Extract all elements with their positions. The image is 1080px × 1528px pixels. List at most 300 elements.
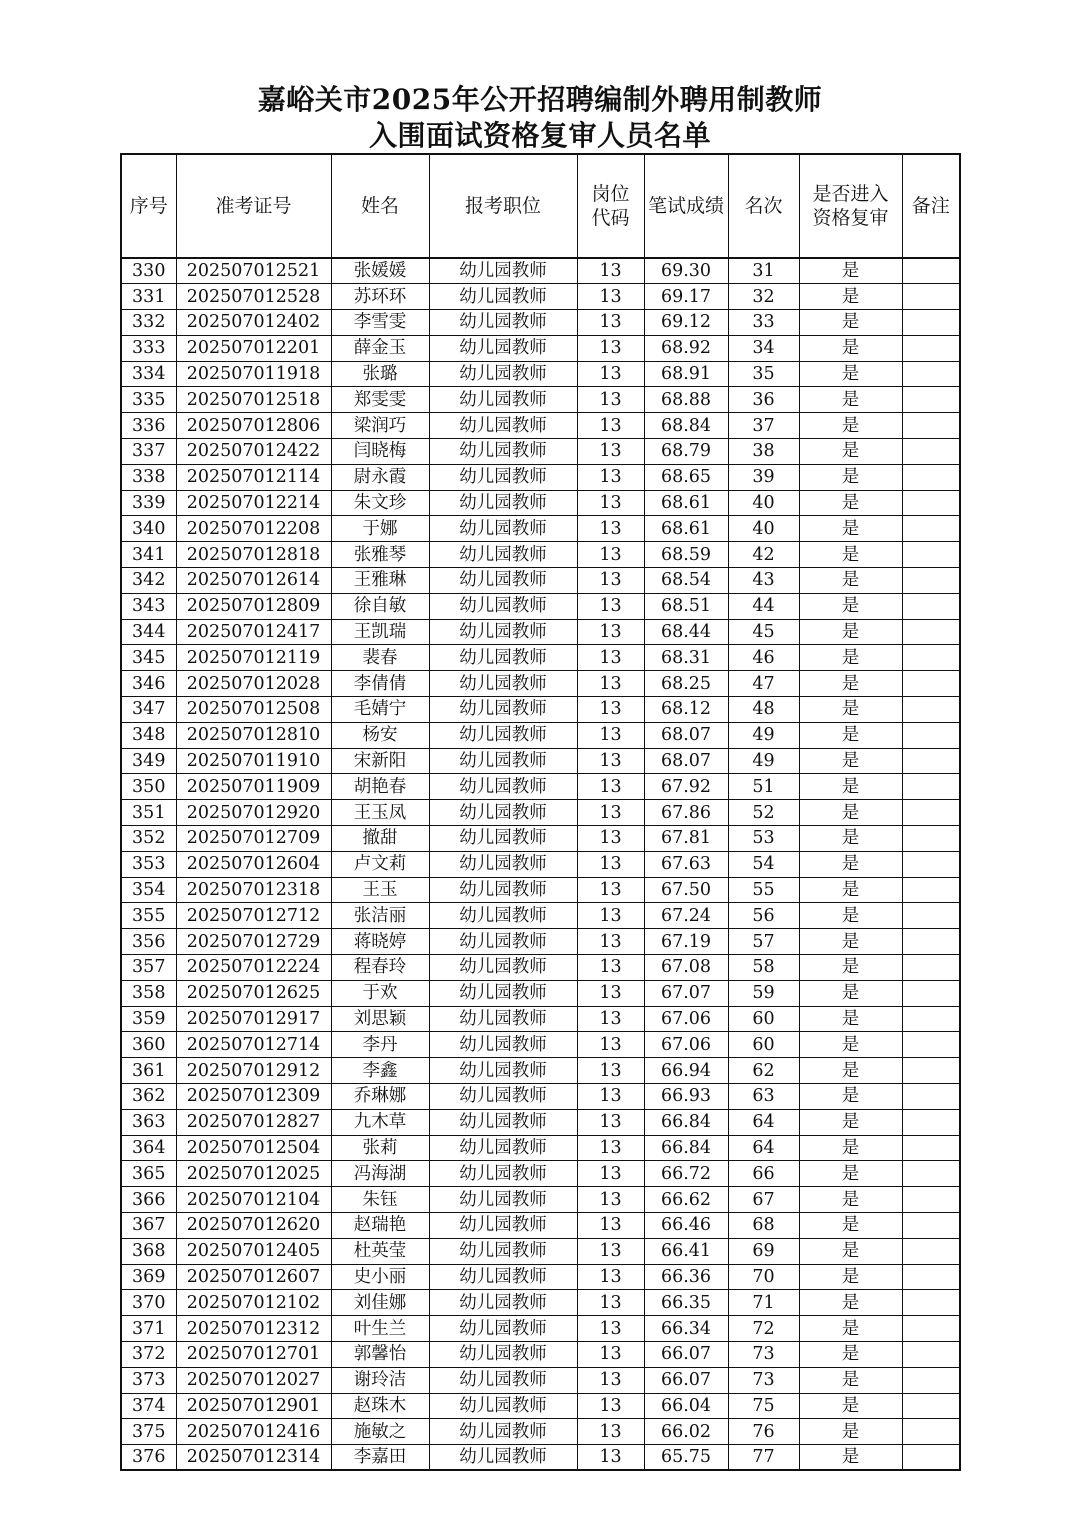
cell-name: 李鑫 [331,1058,429,1084]
cell-exam-id: 202507012028 [176,671,331,697]
cell-position: 幼儿园教师 [429,258,577,284]
column-header-post-code: 岗位代码 [577,154,644,258]
cell-review: 是 [799,1341,902,1367]
cell-rank: 55 [728,877,799,903]
cell-score: 66.36 [644,1264,728,1290]
cell-review: 是 [799,1238,902,1264]
cell-name: 于娜 [331,516,429,542]
cell-post-code: 13 [577,826,644,852]
cell-note [902,1264,960,1290]
cell-note [902,851,960,877]
cell-score: 66.04 [644,1393,728,1419]
cell-seq: 355 [121,903,176,929]
cell-score: 66.02 [644,1419,728,1445]
table-row [121,542,960,568]
cell-seq: 360 [121,1032,176,1058]
table-row [121,1290,960,1316]
cell-name: 赵瑞艳 [331,1212,429,1238]
cell-post-code: 13 [577,335,644,361]
table-row [121,826,960,852]
cell-position: 幼儿园教师 [429,1367,577,1393]
cell-seq: 349 [121,748,176,774]
cell-note [902,955,960,981]
cell-exam-id: 202507012607 [176,1264,331,1290]
cell-rank: 63 [728,1084,799,1110]
cell-position: 幼儿园教师 [429,619,577,645]
cell-post-code: 13 [577,361,644,387]
cell-position: 幼儿园教师 [429,877,577,903]
table-header [121,154,960,258]
cell-review: 是 [799,1290,902,1316]
cell-rank: 73 [728,1367,799,1393]
cell-post-code: 13 [577,929,644,955]
cell-exam-id: 202507012027 [176,1367,331,1393]
cell-position: 幼儿园教师 [429,955,577,981]
cell-name: 冯海湖 [331,1161,429,1187]
cell-score: 68.65 [644,464,728,490]
cell-note [902,1032,960,1058]
cell-position: 幼儿园教师 [429,1238,577,1264]
cell-review: 是 [799,516,902,542]
cell-note [902,361,960,387]
cell-seq: 376 [121,1445,176,1471]
cell-seq: 364 [121,1135,176,1161]
cell-name: 张媛媛 [331,258,429,284]
cell-post-code: 13 [577,1084,644,1110]
cell-note [902,697,960,723]
table-row [121,464,960,490]
roster-table [120,153,961,1471]
cell-review: 是 [799,568,902,594]
cell-name: 蒋晓婷 [331,929,429,955]
cell-seq: 375 [121,1419,176,1445]
cell-exam-id: 202507011918 [176,361,331,387]
cell-exam-id: 202507012508 [176,697,331,723]
cell-note [902,619,960,645]
table-row [121,1058,960,1084]
cell-review: 是 [799,851,902,877]
cell-score: 68.07 [644,722,728,748]
cell-exam-id: 202507012809 [176,593,331,619]
cell-score: 68.31 [644,645,728,671]
cell-name: 李丹 [331,1032,429,1058]
cell-position: 幼儿园教师 [429,774,577,800]
cell-exam-id: 202507012701 [176,1341,331,1367]
cell-name: 杜英莹 [331,1238,429,1264]
cell-name: 王玉 [331,877,429,903]
cell-review: 是 [799,800,902,826]
cell-post-code: 13 [577,619,644,645]
cell-score: 68.92 [644,335,728,361]
cell-exam-id: 202507012712 [176,903,331,929]
cell-note [902,722,960,748]
cell-score: 68.12 [644,697,728,723]
cell-position: 幼儿园教师 [429,335,577,361]
cell-score: 67.06 [644,1032,728,1058]
table-row [121,258,960,284]
cell-post-code: 13 [577,774,644,800]
cell-rank: 77 [728,1445,799,1471]
cell-review: 是 [799,722,902,748]
cell-position: 幼儿园教师 [429,1187,577,1213]
cell-score: 67.07 [644,980,728,1006]
cell-seq: 354 [121,877,176,903]
document-title-line-2: 入围面试资格复审人员名单 [368,119,711,152]
cell-rank: 59 [728,980,799,1006]
cell-note [902,1290,960,1316]
cell-rank: 47 [728,671,799,697]
cell-name: 史小丽 [331,1264,429,1290]
cell-post-code: 13 [577,310,644,336]
cell-exam-id: 202507012422 [176,439,331,465]
column-header-seq: 序号 [121,154,176,258]
cell-rank: 64 [728,1109,799,1135]
cell-review: 是 [799,1264,902,1290]
cell-rank: 43 [728,568,799,594]
cell-review: 是 [799,439,902,465]
cell-exam-id: 202507012818 [176,542,331,568]
table-row [121,284,960,310]
cell-position: 幼儿园教师 [429,800,577,826]
cell-score: 68.44 [644,619,728,645]
cell-review: 是 [799,1032,902,1058]
cell-seq: 345 [121,645,176,671]
cell-review: 是 [799,1393,902,1419]
cell-exam-id: 202507011910 [176,748,331,774]
cell-name: 杨安 [331,722,429,748]
cell-post-code: 13 [577,258,644,284]
table-row [121,619,960,645]
cell-post-code: 13 [577,1445,644,1471]
cell-exam-id: 202507012405 [176,1238,331,1264]
cell-exam-id: 202507012224 [176,955,331,981]
cell-note [902,464,960,490]
cell-seq: 343 [121,593,176,619]
cell-position: 幼儿园教师 [429,1032,577,1058]
cell-name: 赵珠木 [331,1393,429,1419]
cell-review: 是 [799,748,902,774]
cell-exam-id: 202507012402 [176,310,331,336]
cell-review: 是 [799,697,902,723]
cell-review: 是 [799,903,902,929]
cell-score: 66.94 [644,1058,728,1084]
cell-exam-id: 202507012416 [176,1419,331,1445]
cell-seq: 363 [121,1109,176,1135]
cell-review: 是 [799,284,902,310]
cell-post-code: 13 [577,1161,644,1187]
table-row [121,877,960,903]
cell-note [902,748,960,774]
cell-post-code: 13 [577,903,644,929]
cell-name: 朱文珍 [331,490,429,516]
cell-note [902,1187,960,1213]
cell-exam-id: 202507012201 [176,335,331,361]
cell-score: 67.63 [644,851,728,877]
cell-rank: 64 [728,1135,799,1161]
cell-review: 是 [799,464,902,490]
cell-note [902,1084,960,1110]
table-row [121,800,960,826]
cell-name: 张璐 [331,361,429,387]
cell-position: 幼儿园教师 [429,516,577,542]
cell-score: 68.25 [644,671,728,697]
cell-exam-id: 202507012709 [176,826,331,852]
cell-post-code: 13 [577,851,644,877]
cell-name: 张洁丽 [331,903,429,929]
cell-note [902,413,960,439]
cell-note [902,1341,960,1367]
cell-score: 68.54 [644,568,728,594]
cell-review: 是 [799,980,902,1006]
cell-exam-id: 202507012528 [176,284,331,310]
cell-review: 是 [799,1187,902,1213]
cell-position: 幼儿园教师 [429,490,577,516]
cell-exam-id: 202507012417 [176,619,331,645]
cell-rank: 72 [728,1316,799,1342]
table-row [121,1445,960,1471]
cell-seq: 348 [121,722,176,748]
cell-name: 撤甜 [331,826,429,852]
cell-post-code: 13 [577,542,644,568]
cell-name: 薛金玉 [331,335,429,361]
cell-name: 李倩倩 [331,671,429,697]
cell-post-code: 13 [577,722,644,748]
cell-review: 是 [799,490,902,516]
cell-name: 毛婧宁 [331,697,429,723]
cell-name: 王凯瑞 [331,619,429,645]
cell-note [902,929,960,955]
cell-seq: 353 [121,851,176,877]
cell-position: 幼儿园教师 [429,1445,577,1471]
cell-rank: 33 [728,310,799,336]
cell-position: 幼儿园教师 [429,980,577,1006]
cell-rank: 32 [728,284,799,310]
cell-review: 是 [799,1058,902,1084]
cell-position: 幼儿园教师 [429,310,577,336]
cell-rank: 66 [728,1161,799,1187]
cell-post-code: 13 [577,1058,644,1084]
cell-note [902,671,960,697]
table-row [121,1212,960,1238]
cell-seq: 373 [121,1367,176,1393]
table-row [121,1187,960,1213]
cell-note [902,1316,960,1342]
cell-rank: 34 [728,335,799,361]
cell-name: 裴春 [331,645,429,671]
cell-rank: 67 [728,1187,799,1213]
cell-review: 是 [799,826,902,852]
table-row [121,439,960,465]
cell-rank: 36 [728,387,799,413]
cell-note [902,1135,960,1161]
table-row [121,980,960,1006]
cell-rank: 49 [728,722,799,748]
cell-review: 是 [799,593,902,619]
cell-note [902,1367,960,1393]
table-row [121,774,960,800]
cell-seq: 358 [121,980,176,1006]
cell-note [902,284,960,310]
table-row [121,413,960,439]
cell-rank: 62 [728,1058,799,1084]
cell-rank: 53 [728,826,799,852]
header-row [121,154,960,258]
cell-exam-id: 202507012729 [176,929,331,955]
document-title-line-1: 嘉峪关市2025年公开招聘编制外聘用制教师 [257,83,823,116]
cell-score: 69.30 [644,258,728,284]
cell-note [902,1006,960,1032]
cell-exam-id: 202507012104 [176,1187,331,1213]
cell-rank: 46 [728,645,799,671]
cell-position: 幼儿园教师 [429,929,577,955]
cell-review: 是 [799,1212,902,1238]
cell-review: 是 [799,1445,902,1471]
cell-post-code: 13 [577,1135,644,1161]
cell-exam-id: 202507012625 [176,980,331,1006]
cell-position: 幼儿园教师 [429,903,577,929]
column-header-note: 备注 [902,154,960,258]
cell-score: 65.75 [644,1445,728,1471]
cell-note [902,877,960,903]
table-row [121,1264,960,1290]
table-row [121,1419,960,1445]
cell-exam-id: 202507012604 [176,851,331,877]
column-header-position: 报考职位 [429,154,577,258]
cell-post-code: 13 [577,490,644,516]
cell-score: 66.72 [644,1161,728,1187]
cell-post-code: 13 [577,1316,644,1342]
cell-exam-id: 202507012314 [176,1445,331,1471]
cell-review: 是 [799,1161,902,1187]
cell-review: 是 [799,1367,902,1393]
cell-name: 宋新阳 [331,748,429,774]
cell-review: 是 [799,645,902,671]
cell-score: 66.46 [644,1212,728,1238]
cell-seq: 350 [121,774,176,800]
table-row [121,387,960,413]
cell-exam-id: 202507012620 [176,1212,331,1238]
cell-exam-id: 202507012920 [176,800,331,826]
cell-exam-id: 202507012119 [176,645,331,671]
table-row [121,903,960,929]
cell-rank: 60 [728,1006,799,1032]
cell-name: 闫晓梅 [331,439,429,465]
table-row [121,929,960,955]
cell-post-code: 13 [577,800,644,826]
column-header-score: 笔试成绩 [644,154,728,258]
cell-rank: 76 [728,1419,799,1445]
cell-score: 68.51 [644,593,728,619]
cell-name: 梁润巧 [331,413,429,439]
cell-name: 九木草 [331,1109,429,1135]
cell-review: 是 [799,361,902,387]
cell-score: 68.59 [644,542,728,568]
cell-score: 67.81 [644,826,728,852]
cell-review: 是 [799,955,902,981]
cell-note [902,1058,960,1084]
cell-rank: 45 [728,619,799,645]
cell-name: 郭馨怡 [331,1341,429,1367]
cell-score: 68.88 [644,387,728,413]
cell-seq: 352 [121,826,176,852]
cell-note [902,258,960,284]
cell-review: 是 [799,774,902,800]
cell-exam-id: 202507012810 [176,722,331,748]
cell-position: 幼儿园教师 [429,413,577,439]
table-row [121,1367,960,1393]
cell-exam-id: 202507012318 [176,877,331,903]
cell-score: 67.50 [644,877,728,903]
cell-review: 是 [799,310,902,336]
cell-score: 67.92 [644,774,728,800]
cell-rank: 57 [728,929,799,955]
cell-note [902,1161,960,1187]
cell-seq: 367 [121,1212,176,1238]
cell-post-code: 13 [577,1238,644,1264]
table-row [121,1238,960,1264]
cell-note [902,1445,960,1471]
cell-seq: 374 [121,1393,176,1419]
cell-rank: 71 [728,1290,799,1316]
cell-seq: 336 [121,413,176,439]
cell-exam-id: 202507012214 [176,490,331,516]
table-row [121,361,960,387]
cell-review: 是 [799,387,902,413]
cell-rank: 54 [728,851,799,877]
cell-seq: 372 [121,1341,176,1367]
cell-note [902,568,960,594]
table-row [121,645,960,671]
cell-position: 幼儿园教师 [429,671,577,697]
cell-name: 胡艳春 [331,774,429,800]
cell-rank: 51 [728,774,799,800]
cell-seq: 357 [121,955,176,981]
cell-seq: 368 [121,1238,176,1264]
cell-position: 幼儿园教师 [429,593,577,619]
cell-name: 尉永霞 [331,464,429,490]
table-row [121,1109,960,1135]
cell-seq: 337 [121,439,176,465]
table-row [121,955,960,981]
cell-review: 是 [799,413,902,439]
cell-score: 67.86 [644,800,728,826]
cell-score: 66.84 [644,1109,728,1135]
cell-seq: 338 [121,464,176,490]
cell-name: 卢文莉 [331,851,429,877]
cell-note [902,980,960,1006]
cell-post-code: 13 [577,413,644,439]
cell-review: 是 [799,619,902,645]
cell-seq: 356 [121,929,176,955]
table-row [121,722,960,748]
cell-note [902,826,960,852]
cell-rank: 73 [728,1341,799,1367]
cell-note [902,1109,960,1135]
cell-seq: 335 [121,387,176,413]
cell-position: 幼儿园教师 [429,1212,577,1238]
cell-review: 是 [799,929,902,955]
cell-post-code: 13 [577,1367,644,1393]
cell-review: 是 [799,671,902,697]
cell-seq: 334 [121,361,176,387]
table-row [121,1316,960,1342]
cell-rank: 69 [728,1238,799,1264]
cell-note [902,645,960,671]
column-header-exam-id: 准考证号 [176,154,331,258]
cell-position: 幼儿园教师 [429,464,577,490]
cell-review: 是 [799,335,902,361]
cell-exam-id: 202507012614 [176,568,331,594]
